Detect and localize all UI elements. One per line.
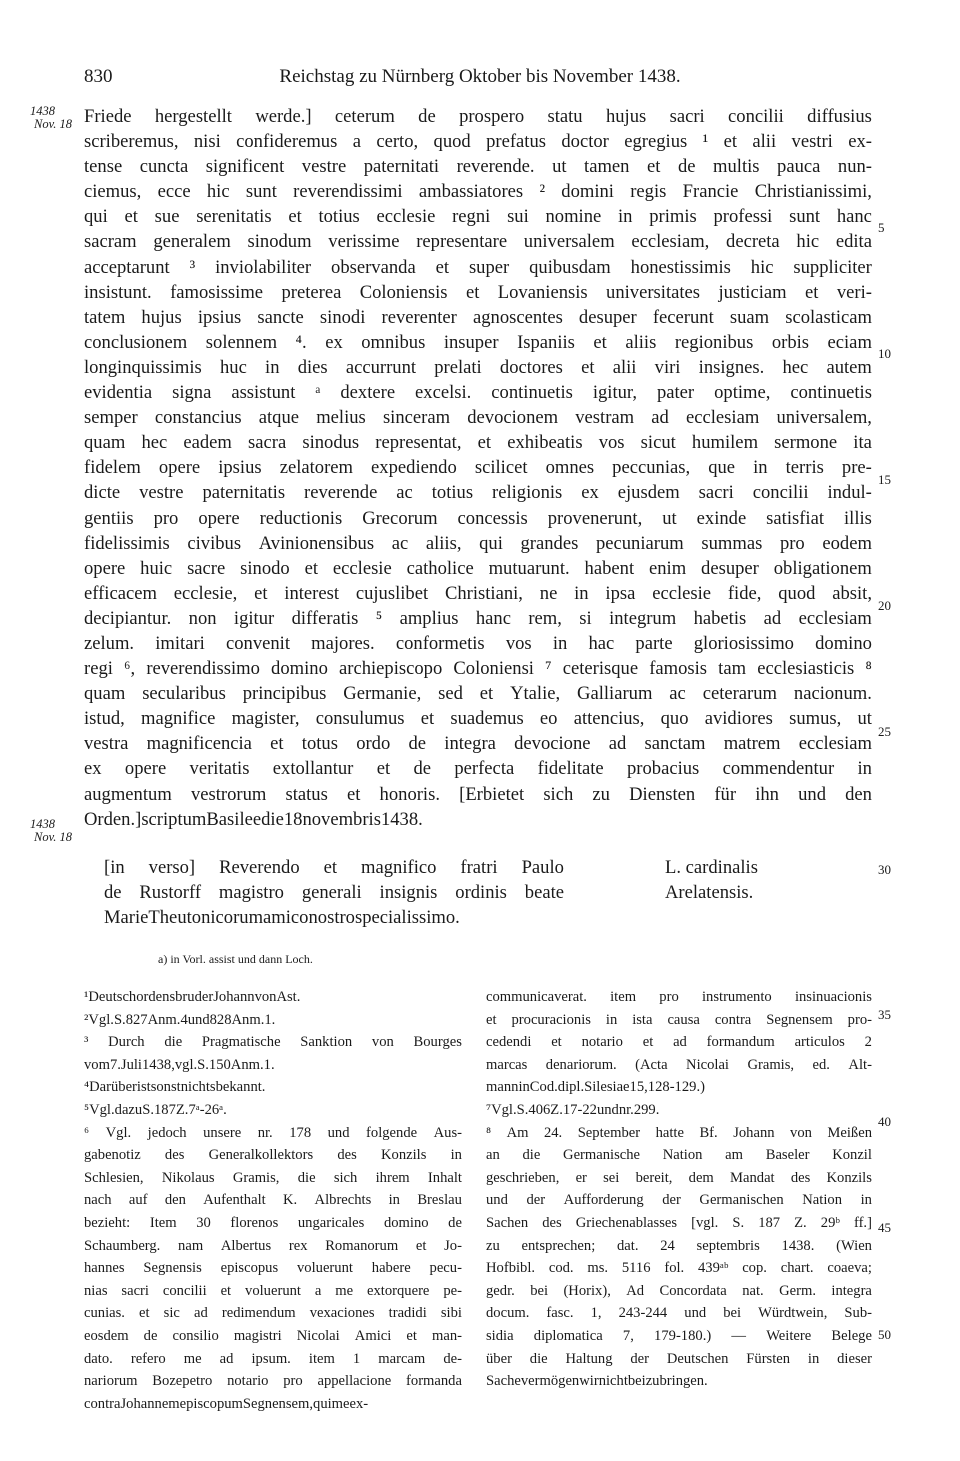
footnotes-left-line: bezieht: Item 30 florenos ungaricales domino de bbox=[84, 1214, 462, 1231]
footnotes-left-line: nias sacri concilii et voluerunt a me extorquere pe- bbox=[84, 1282, 462, 1299]
margin-date-day: Nov. 18 bbox=[34, 117, 72, 131]
footnotes-left-line: nariorum Bozepetro notario pro appellacione formanda bbox=[84, 1373, 462, 1390]
body-line-line: gentiis pro opere reductionis Grecorum concessis provenerunt, ut exinde satisfiat illis bbox=[84, 507, 872, 529]
line-number: 30 bbox=[878, 862, 891, 877]
address-line: de Rustorff magistro generali insignis ordinis beate bbox=[104, 882, 564, 903]
line-number: 15 bbox=[878, 472, 891, 487]
line-number: 35 bbox=[878, 1007, 891, 1022]
margin-date-top bbox=[30, 105, 82, 131]
footnotes-right-line: geschrieben, er sei bereit, dem Mandat des Konzils bbox=[486, 1169, 872, 1186]
body-line-line: Orden.] scriptum Basilee die 18 novembris 1438. bbox=[84, 808, 423, 830]
footnotes-right-line: Sachen des Griechenablasses [vgl. S. 187 Z. 29ᵇ ff.] bbox=[486, 1214, 872, 1231]
running-head: Reichstag zu Nürnberg Oktober bis November 1438. bbox=[279, 66, 681, 87]
margin-date-year: 1438 bbox=[30, 817, 55, 831]
footnotes-left-line: eosdem de consilio magistri Nicolai Amici et man- bbox=[84, 1327, 462, 1344]
footnotes-right-line: gedr. bei (Horix), Ad Concordata nat. Germ. integra bbox=[486, 1282, 872, 1299]
address-line: [in verso] Reverendo et magnifico fratri Paulo bbox=[104, 857, 564, 878]
footnotes-left-line: ⁴ Darüber ist sonst nichts bekannt. bbox=[84, 1079, 266, 1096]
body-line-line: conclusionem solennem ⁴. ex omnibus insuper Ispaniis et aliis regionibus orbis eciam bbox=[84, 331, 872, 353]
footnotes-right-line: zu entsprechen; dat. 24 septembris 1438. (Wien bbox=[486, 1237, 872, 1254]
footnotes-right-column bbox=[486, 986, 872, 1393]
line-number: 5 bbox=[878, 220, 885, 235]
address-line: Marie Theutonicorum amico nostro specialissimo. bbox=[104, 907, 460, 928]
footnotes-left-line: cunias. et sic ad redimendum vexaciones tradidi sibi bbox=[84, 1305, 462, 1322]
margin-date-year: 1438 bbox=[30, 104, 55, 118]
footnotes-right-line: Sache vermögen wir nicht beizubringen. bbox=[486, 1373, 708, 1390]
body-line-line: zelum. imitari convenit majores. conformetis vos in hac parte gloriosissimo domino bbox=[84, 632, 872, 654]
footnotes-right-line: marcas denariorum. (Acta Nicolai Gramis, ed. Alt- bbox=[486, 1056, 872, 1073]
address-block bbox=[104, 855, 564, 930]
footnotes-right-line: docum. fasc. 1, 243-244 und bei Würdtwein, Sub- bbox=[486, 1305, 872, 1322]
body-line-line: decipiantur. non igitur differatis ⁵ amplius hanc rem, si integrum habetis ad ecclesiam bbox=[84, 607, 872, 629]
body-line-line: tense cuncta significent vestre paternitati reverende. ut tamen et de multis pauca nun- bbox=[84, 156, 872, 178]
footnotes-left-line: Schlesien, Nikolaus Gramis, die sich ihrem Inhalt bbox=[84, 1169, 462, 1186]
body-line-line: augmentum vestrorum status et honoris. [Erbietet sich zu Diensten für ihn und den bbox=[84, 783, 872, 805]
body-line-line: istud, magnifice magister, consulumus et suademus eo attencius, quo avidiores sumus, ut bbox=[84, 708, 872, 730]
footnotes-right-line: ⁷ Vgl. S. 406 Z. 17-22 und nr. 299. bbox=[486, 1101, 660, 1118]
footnotes-right-line: mann in Cod. dipl. Silesiae 15, 128-129.) bbox=[486, 1079, 705, 1096]
footnotes-left-line: ³ Durch die Pragmatische Sanktion von Bourges bbox=[84, 1034, 462, 1051]
footnotes-left-line: dato. refero me ad ipsum. item 1 marcam de- bbox=[84, 1350, 462, 1367]
footnotes-left-line: gabenotiz des Generalkollektors des Konzils in bbox=[84, 1147, 462, 1164]
body-line-line: regi ⁶, reverendissimo domino archiepiscopo Coloniensi ⁷ ceterisque famosis tam ecclesiasticis ⁸ bbox=[84, 658, 872, 680]
body-line-line: tatem hujus ipsius sancte sinodi reverenter agnoscentes desuper fecerunt suam scolasticam bbox=[84, 306, 872, 328]
body-line-line: ciemus, ecce hic sunt reverendissimi ambassiatores ² domini regis Francie Christianissimi, bbox=[84, 181, 872, 203]
body-line-line: scriberemus, nisi confideremus a certo, quod prefatus doctor egregius ¹ et alii vestri ex- bbox=[84, 131, 872, 153]
line-number: 40 bbox=[878, 1114, 891, 1129]
page-number: 830 bbox=[84, 66, 113, 87]
signature bbox=[665, 855, 758, 905]
body-line-line: sacram generalem sinodum verissime representare universalem ecclesiam, decreta hic edita bbox=[84, 231, 872, 253]
line-number: 45 bbox=[878, 1220, 891, 1235]
margin-date-day: Nov. 18 bbox=[34, 830, 72, 844]
footnotes-left-line: Schaumberg. nam Albertus rex Romanorum et Jo- bbox=[84, 1237, 462, 1254]
body-line-line: quam secularibus principibus Germanie, sed et Ytalie, Galliarum ac ceterarum nacionum. bbox=[84, 683, 872, 705]
margin-date-bottom bbox=[30, 818, 82, 844]
body-line-line: ex opere veritatis extollantur et de perfecta fidelitate probacius commendentur in bbox=[84, 758, 872, 780]
body-line-line: evidentia signa assistunt ᵃ dextere excelsi. continuetis igitur, pater optime, continuetis bbox=[84, 382, 872, 404]
footnotes-right-line: sidia diplomatica 7, 179-180.) — Weitere Belege bbox=[486, 1327, 872, 1344]
footnotes-left-line: ¹ Deutschordensbruder Johann von Ast. bbox=[84, 989, 301, 1005]
body-line-line: fidelissimis civibus Avinionensibus ac aliis, qui grandes pecuniarum summas pro eodem bbox=[84, 532, 872, 554]
footnotes-right-line: Hofbibl. cod. ms. 5116 fol. 439ᵃᵇ cop. chart. coaeva; bbox=[486, 1260, 872, 1277]
body-line-line: insistunt. famosissime preterea Coloniensis et Lovaniensis universitates justiciam et veri- bbox=[84, 281, 872, 303]
body-line-line: vestra magnificencia et totus ordo de integra devocione ad sanctam matrem ecclesiam bbox=[84, 733, 872, 755]
variant-note: a) in Vorl. assist und dann Loch. bbox=[158, 952, 313, 966]
body-line-line: dicte vestre paternitatis reverende ac totius religionis ex ejusdem sacri concilii indul- bbox=[84, 482, 872, 504]
footnotes-right-line: communicaverat. item pro instrumento insinuacionis bbox=[486, 989, 872, 1005]
footnotes-right-line: über die Haltung der Deutschen Fürsten in dieser bbox=[486, 1350, 872, 1367]
body-line-line: acceptarunt ³ inviolabiliter observanda et super quibusdam honestissimis hic suppliciter bbox=[84, 256, 872, 278]
body-line-line: quam hec eadem sacra sinodus representat, et exhibeatis vos sicut humilem sermone ita bbox=[84, 432, 872, 454]
footnotes-left-line: contra Johannem episcopum Segnensem, qui me ex- bbox=[84, 1395, 369, 1412]
body-line-line: opere huic sacre sinodo et ecclesie catholice mutuarunt. habent enim desuper obligationem bbox=[84, 557, 872, 579]
body-line-line: longinquissimis huc in dies accurrunt prelati doctores et alii viri insignes. hec autem bbox=[84, 356, 872, 378]
footnotes-right-line: cedendi et notario et ad formandum articulos 2 bbox=[486, 1034, 872, 1051]
footnotes-left-line: ² Vgl. S. 827 Anm. 4 und 828 Anm. 1. bbox=[84, 1011, 276, 1028]
footnotes-right-line: et procuracionis in ista causa contra Segnensem pro- bbox=[486, 1011, 872, 1028]
footnotes-left-line: hannes Segnensis episcopus voluerunt habere pecu- bbox=[84, 1260, 462, 1277]
footnotes-right-line: ⁸ Am 24. September hatte Bf. Johann von Meißen bbox=[486, 1124, 872, 1141]
body-line-line: qui et sue serenitatis et totius ecclesie regni sui nomine in primis professi sunt hanc bbox=[84, 206, 872, 228]
signature-line: L. cardinalis bbox=[665, 857, 758, 878]
footnotes-right-line: und der Aufforderung der Germanischen Nation in bbox=[486, 1192, 872, 1209]
body-line-line: fidelem opere ipsius zelatorem expediendo scilicet omnes peccunias, que in terris pre- bbox=[84, 457, 872, 479]
footnotes-left-line: ⁶ Vgl. jedoch unsere nr. 178 und folgende Aus- bbox=[84, 1124, 462, 1141]
body-line-line: efficacem ecclesie, et interest cujuslibet Christiani, ne in ipsa ecclesie fide, quod absit, bbox=[84, 582, 872, 604]
body-line-line: Friede hergestellt werde.] ceterum de prospero statu hujus sacri concilii diffusius bbox=[84, 106, 872, 127]
line-number: 50 bbox=[878, 1327, 891, 1342]
line-number: 20 bbox=[878, 598, 891, 613]
footnotes-left-line: nach auf den Aufenthalt K. Albrechts in Breslau bbox=[84, 1192, 462, 1209]
footnotes-left-line: ⁵ Vgl. dazu S. 187 Z. 7ᵃ-26ᵃ. bbox=[84, 1101, 227, 1118]
line-number: 10 bbox=[878, 346, 891, 361]
line-number: 25 bbox=[878, 724, 891, 739]
footnotes-right-line: an die Germanische Nation am Baseler Konzil bbox=[486, 1147, 872, 1164]
letter-body bbox=[84, 104, 872, 832]
footnotes-left-line: vom 7. Juli 1438, vgl. S. 150 Anm. 1. bbox=[84, 1056, 275, 1073]
signature-line: Arelatensis. bbox=[665, 882, 754, 903]
footnotes-left-column bbox=[84, 986, 462, 1415]
body-line-line: semper constancius atque melius sinceram devocionem vestram ad ecclesiam universalem, bbox=[84, 407, 872, 429]
